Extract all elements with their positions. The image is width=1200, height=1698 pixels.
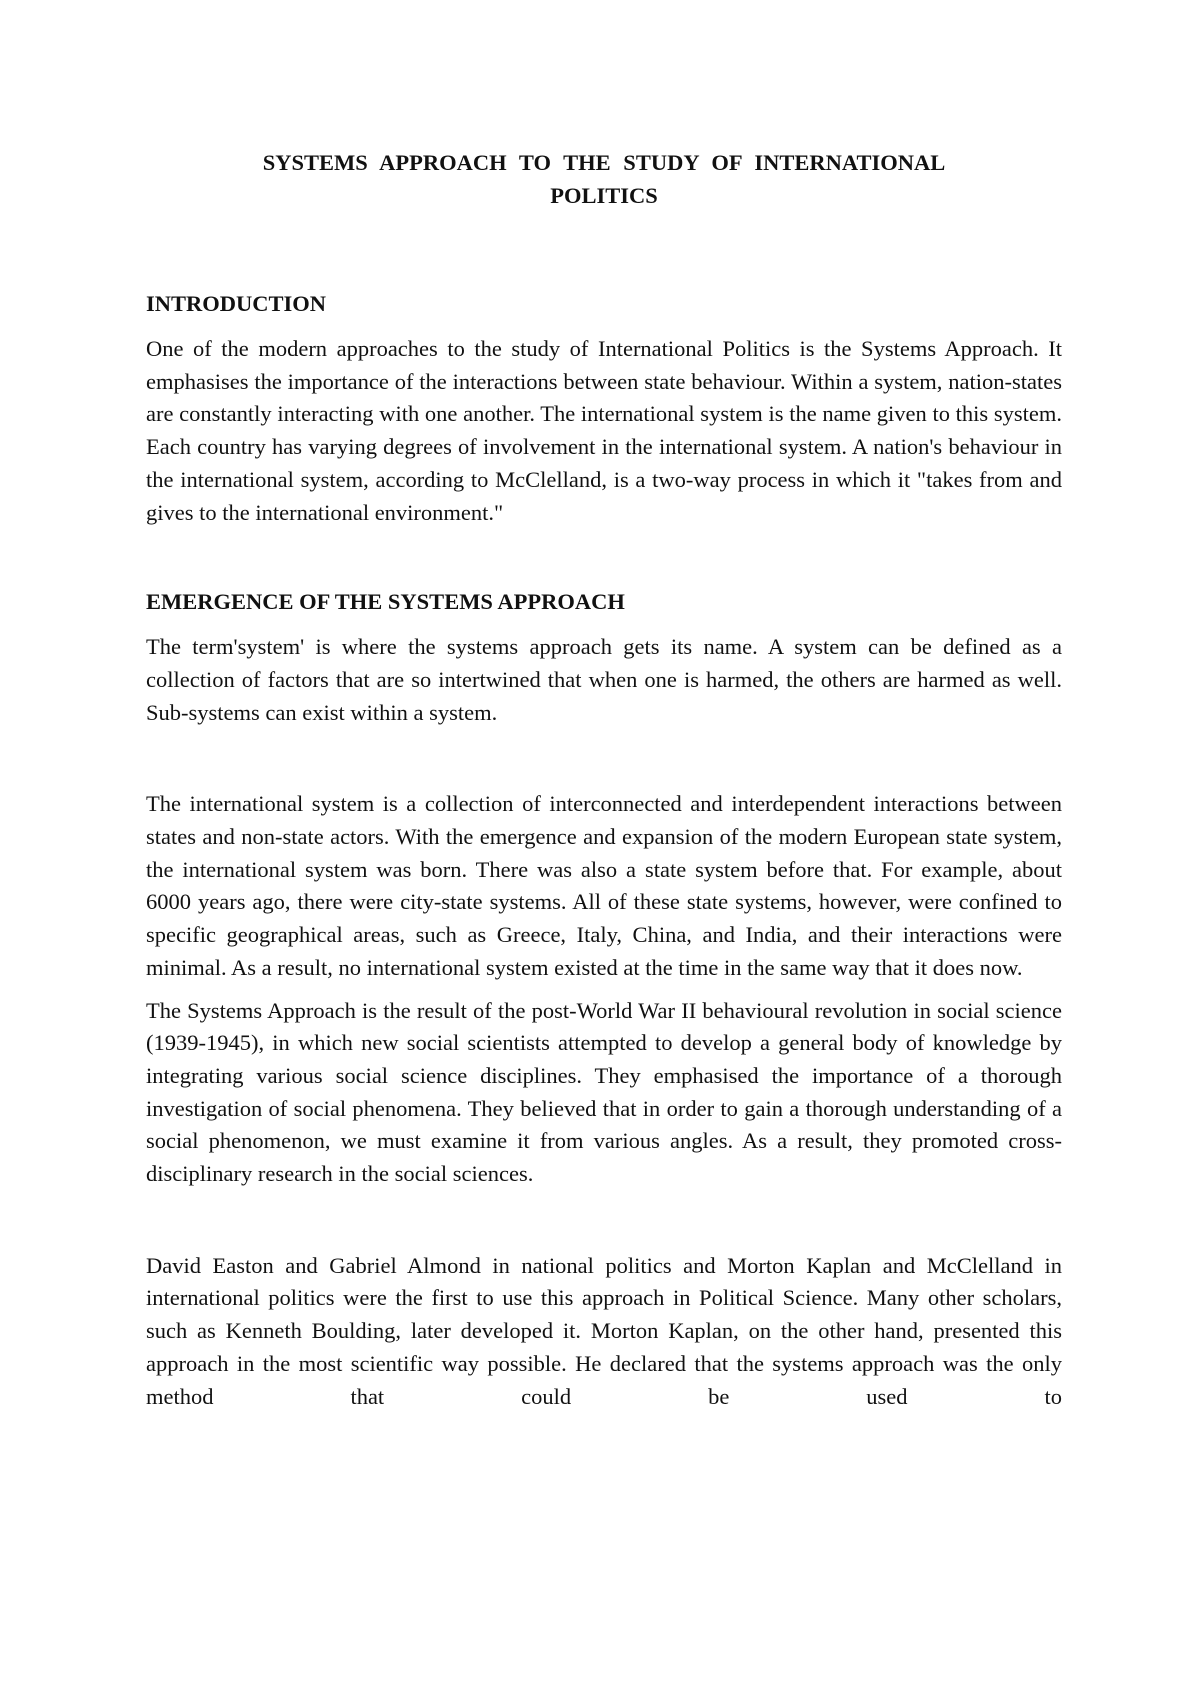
document-page	[146, 146, 1062, 1413]
section-heading-emergence: EMERGENCE OF THE SYSTEMS APPROACH	[146, 589, 625, 615]
title-line-1: SYSTEMS APPROACH TO THE STUDY OF INTERNATIONAL	[262, 150, 946, 175]
paragraph-pioneers: David Easton and Gabriel Almond in national politics and Morton Kaplan and McClelland in international politics were the first to use this approach in Political Science. Many other scholars, such as Kenneth Boulding, later developed it. Morton Kaplan, on the other hand, presented this approach in the most scientific way possible. He declared that the systems approach was the only method that could be used to	[146, 1252, 1062, 1409]
paragraph-system-definition: The term'system' is where the systems approach gets its name. A system can be defined as a collection of factors that are so intertwined that when one is harmed, the others are harmed as well. Sub-systems can exist within a system.	[146, 634, 1062, 725]
paragraph-behavioural-revolution: The Systems Approach is the result of the post-World War II behavioural revolution in social science (1939-1945), in which new social scientists attempted to develop a general body of knowledge by integrating various social science disciplines. They emphasised the importance of a thorough investigation of social phenomena. They believed that in order to gain a thorough understanding of a social phenomenon, we must examine it from various angles. As a result, they promoted cross-disciplinary research in the social sciences.	[146, 997, 1062, 1187]
paragraph-international-system: The international system is a collection of interconnected and interdependent interactions between states and non-state actors. With the emergence and expansion of the modern European state system, the international system was born. There was also a state system before that. For example, about 6000 years ago, there were city-state systems. All of these state systems, however, were confined to specific geographical areas, such as Greece, Italy, China, and India, and their interactions were minimal. As a result, no international system existed at the time in the same way that it does now.	[146, 791, 1062, 980]
document-title	[146, 146, 1062, 212]
paragraph-introduction: One of the modern approaches to the study of International Politics is the Systems Approach. It emphasises the importance of the interactions between state behaviour. Within a system, nation-states are constantly interacting with one another. The international system is the name given to this system. Each country has varying degrees of involvement in the international system. A nation's behaviour in the international system, according to McClelland, is a two-way process in which it "takes from and gives to the international environment."	[146, 336, 1062, 525]
section-heading-introduction: INTRODUCTION	[146, 291, 327, 316]
title-line-2: POLITICS	[550, 183, 658, 208]
